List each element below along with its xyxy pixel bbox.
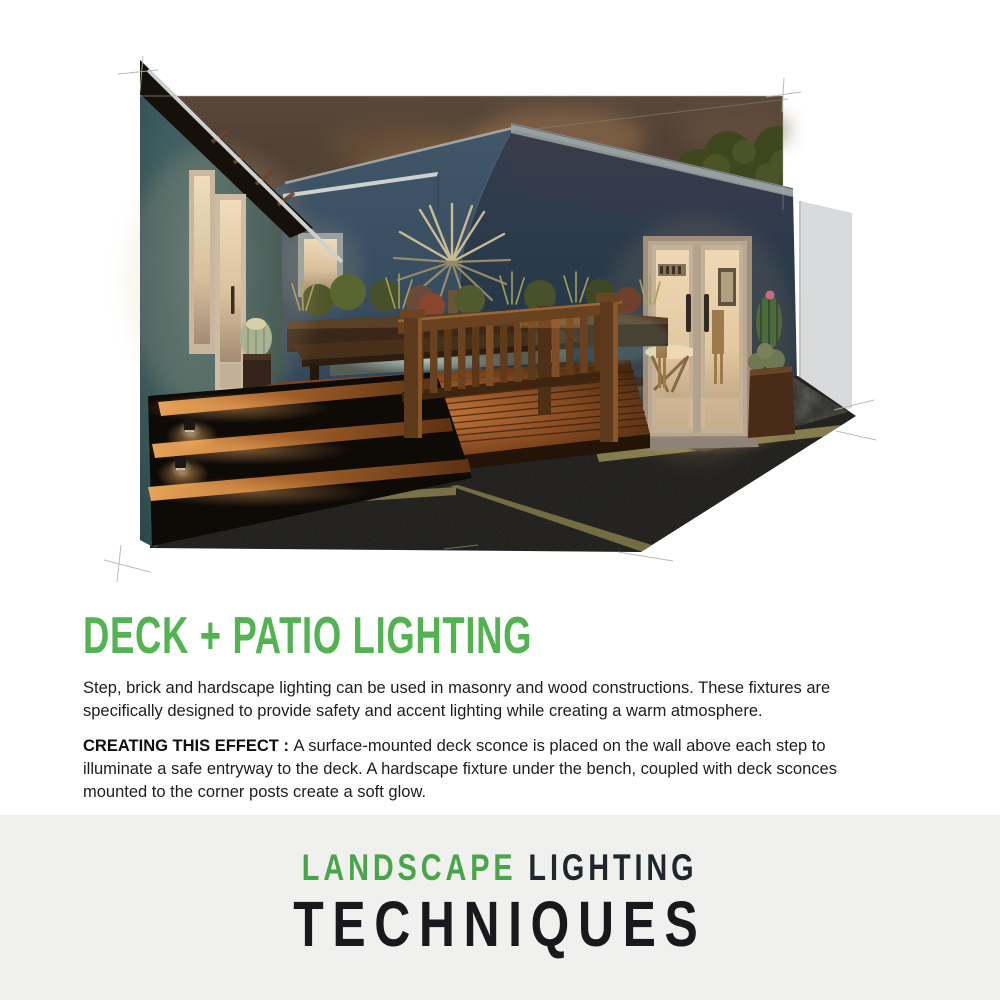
deck-sconce-1: [184, 418, 195, 432]
door-pane: [220, 200, 241, 362]
brand-line: [0, 849, 1000, 886]
cactus-bloom: [766, 291, 775, 300]
door-handle-left: [686, 294, 691, 332]
sidelight-pane: [194, 176, 210, 344]
brand-word-green: LANDSCAPE: [302, 847, 517, 888]
door-handle-right: [704, 294, 709, 332]
effect-label: CREATING THIS EFFECT :: [83, 737, 294, 755]
brand-footer: [0, 815, 1000, 1000]
page-title: DECK + PATIO LIGHTING: [83, 607, 533, 665]
entry-door-handle: [231, 286, 235, 314]
brand-title: [0, 888, 1000, 960]
picture-frame: [721, 272, 733, 302]
brand-title-text: TECHNIQUES: [293, 888, 707, 960]
intro-paragraph: Step, brick and hardscape lighting can be used in masonry and wood constructions. These fixtures are specifically designed to provide safety and accent lighting while creating a warm atmosphere.: [83, 679, 831, 720]
effect-paragraph: [83, 735, 889, 804]
brand-word-dark: LIGHTING: [528, 847, 698, 888]
effect-text: A surface-mounted deck sconce is placed on the wall above each step to illuminate a safe entryway to the deck. A hardscape fixture under the bench, coupled with deck sconces mounted to the corner posts create a soft glow.: [83, 737, 837, 801]
article-section: [83, 590, 889, 804]
deck-sconce-2: [175, 456, 186, 470]
